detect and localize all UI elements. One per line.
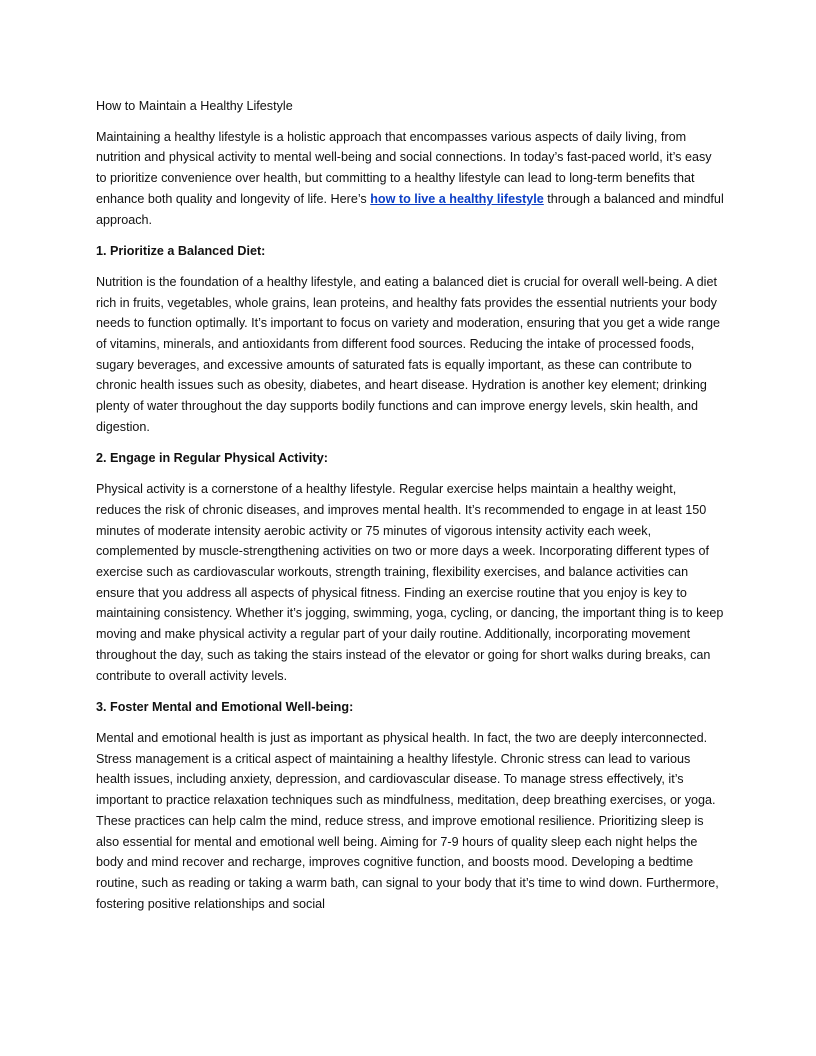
healthy-lifestyle-link[interactable]: how to live a healthy lifestyle	[370, 191, 544, 206]
section-heading-physical-activity: 2. Engage in Regular Physical Activity:	[96, 451, 328, 466]
document-content	[96, 96, 724, 925]
intro-paragraph	[96, 127, 724, 231]
section-body-physical-activity: Physical activity is a cornerstone of a healthy lifestyle. Regular exercise helps maintain a healthy weight, reduces the risk of chronic diseases, and improves mental health. It’s recommended to engage in at least 150 minutes of moderate intensity aerobic activity or 75 minutes of vigorous intensity activity each week, complemented by muscle-strengthening activities on two or more days a week. Incorporating different types of exercise such as cardiovascular workouts, strength training, flexibility exercises, and balance activities can ensure that you address all aspects of physical fitness. Finding an exercise routine that you enjoy is key to maintaining consistency. Whether it’s jogging, swimming, yoga, cycling, or dancing, the important thing is to keep moving and make physical activity a regular part of your daily routine. Additionally, incorporating movement throughout the day, such as taking the stairs instead of the elevator or going for short walks during breaks, can contribute to overall activity levels.	[96, 482, 724, 683]
section-body-mental-wellbeing: Mental and emotional health is just as important as physical health. In fact, the two are deeply interconnected. Stress management is a critical aspect of maintaining a healthy lifestyle. Chronic stress can lead to various health issues, including anxiety, depression, and cardiovascular disease. To manage stress effectively, it’s important to practice relaxation techniques such as mindfulness, meditation, deep breathing exercises, or yoga. These practices can help calm the mind, reduce stress, and improve emotional resilience. Prioritizing sleep is also essential for mental and emotional well being. Aiming for 7-9 hours of quality sleep each night helps the body and mind recover and recharge, improves cognitive function, and boosts mood. Developing a bedtime routine, such as reading or taking a warm bath, can signal to your body that it’s time to wind down. Furthermore, fostering positive relationships and social	[96, 730, 719, 911]
section-heading-diet: 1. Prioritize a Balanced Diet:	[96, 243, 266, 258]
section-body-diet: Nutrition is the foundation of a healthy lifestyle, and eating a balanced diet is crucial for overall well-being. A diet rich in fruits, vegetables, whole grains, lean proteins, and healthy fats provides the essential nutrients your body needs to function optimally. It’s important to focus on variety and moderation, ensuring that you get a wide range of vitamins, minerals, and antioxidants from different food sources. Reducing the intake of processed foods, sugary beverages, and excessive amounts of saturated fats is equally important, as these can contribute to chronic health issues such as obesity, diabetes, and heart disease. Hydration is another key element; drinking plenty of water throughout the day supports bodily functions and can improve energy levels, skin health, and digestion.	[96, 274, 720, 434]
section-heading-mental-wellbeing: 3. Foster Mental and Emotional Well-being:	[96, 699, 354, 714]
document-title: How to Maintain a Healthy Lifestyle	[96, 99, 293, 113]
intro-text-before-link: Maintaining a healthy lifestyle is a holistic approach that encompasses various aspects of daily living, from nutrition and physical activity to mental well-being and social connections. In today’s fast-paced world, it’s easy to prioritize convenience over health, but committing to a healthy lifestyle can lead to long-term benefits that enhance both quality and longevity of life. Here’s	[96, 129, 712, 206]
intro-text-after-link: through a balanced and mindful approach.	[96, 191, 724, 227]
